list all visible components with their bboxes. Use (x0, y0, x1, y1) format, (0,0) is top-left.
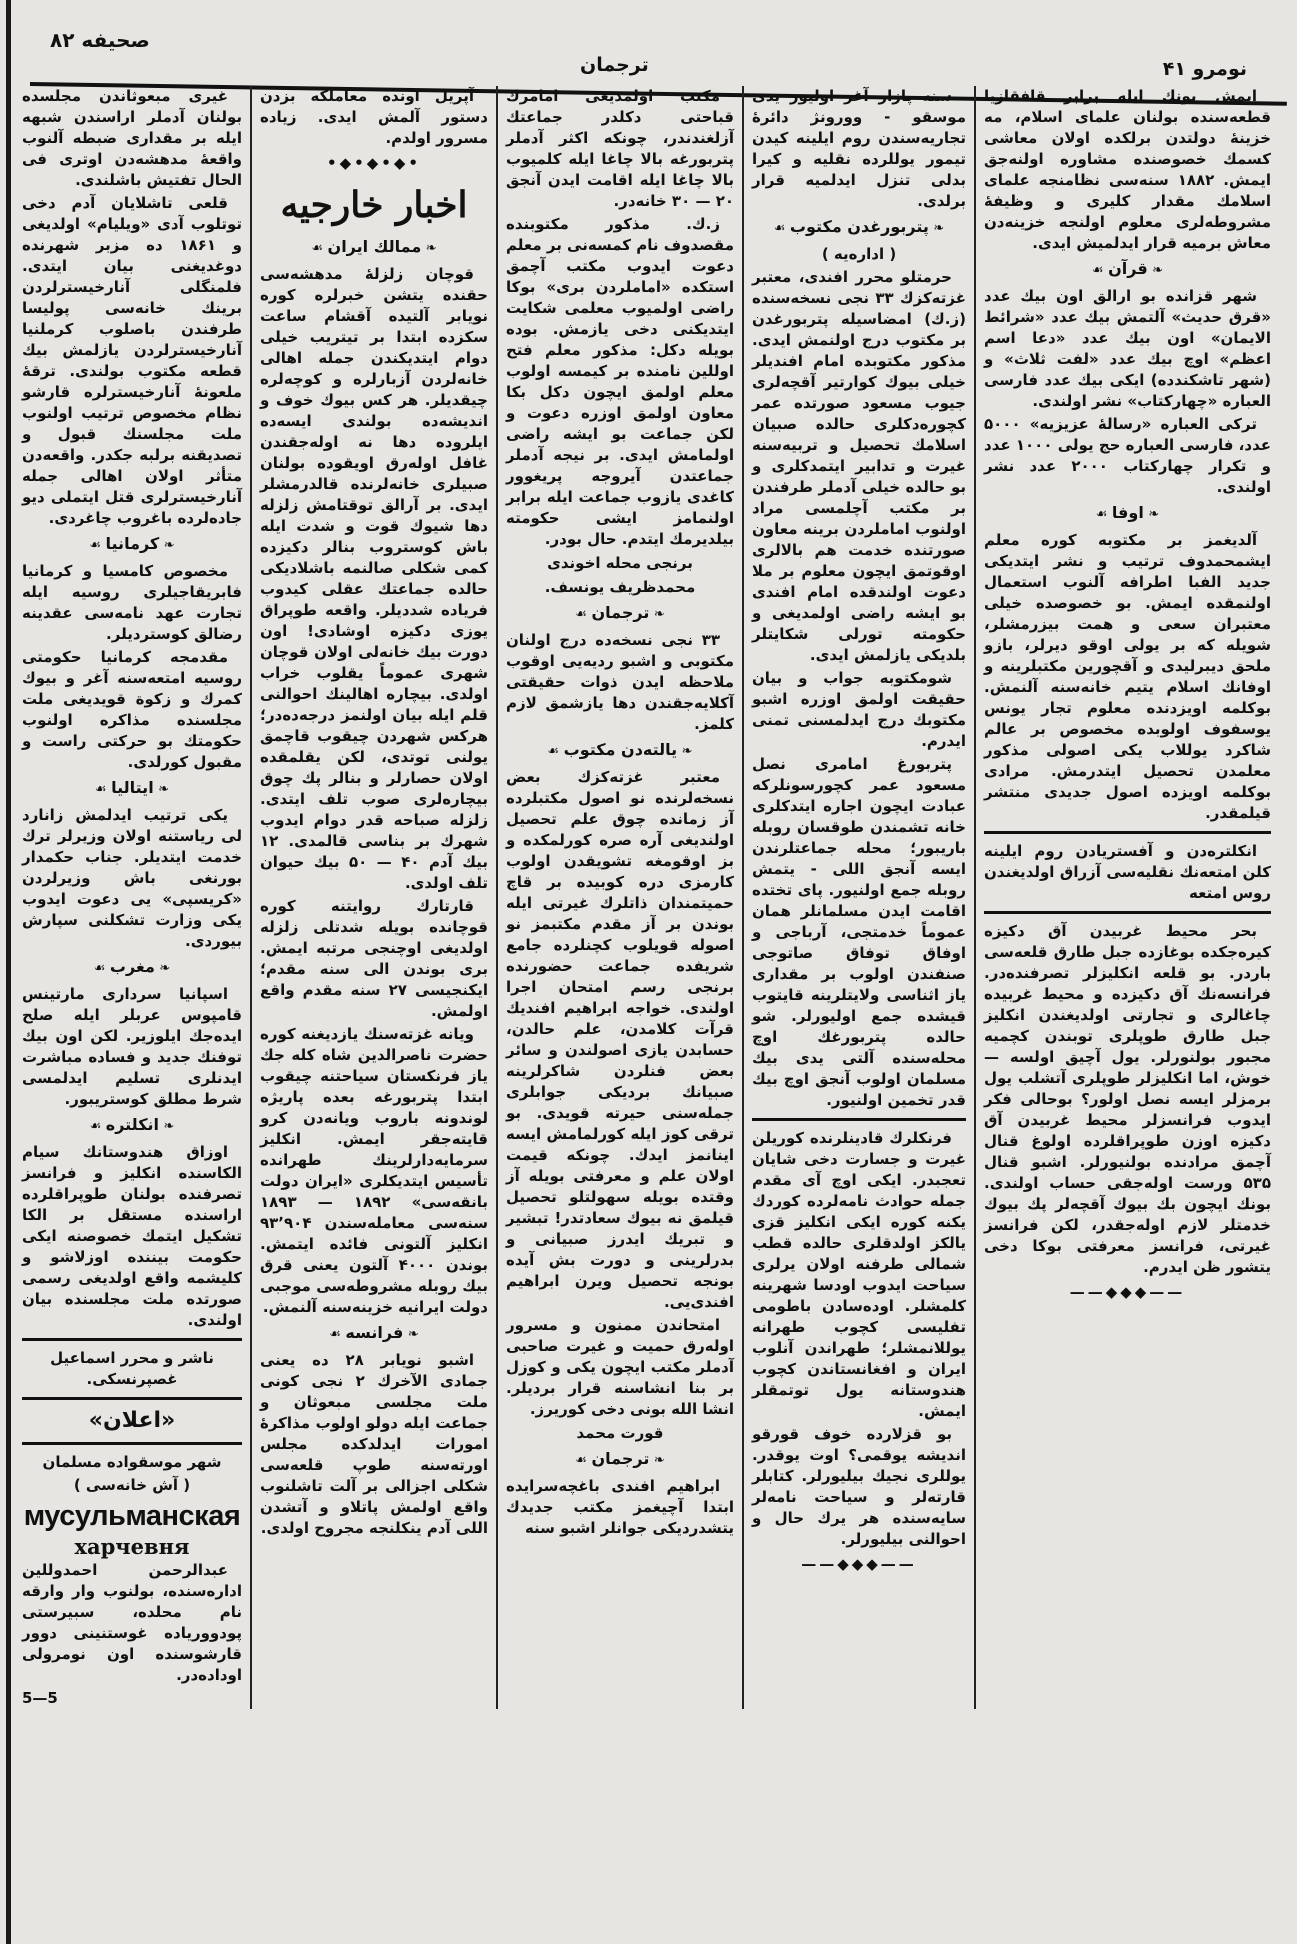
article-columns (14, 86, 1289, 1709)
paragraph: سنه پازار آغر اولیور یدی موسقو - وورونژ دائرهٔ تجاریه‌سندن روم ایلینه کیدن تیمور یوللرده نقلیه و کیرا بدلی تنزل ایدلمیه قرار برلدی. (752, 87, 966, 210)
paragraph: قوچان زلزلهٔ مدهشه‌سی حقنده یتشن خبرلره کوره نویابر آلتیده آقشام ساعت سکزده ابتدا بر تیتریب خیلی دوام ایتدیکندن جمله اهالی خانه‌لردن آزبارلره و کوچه‌لره چیقدیلر. هر کس بیوك خوف و اندیشه‌ده بولندی ایسه‌ده ایلروده دها نه اوله‌جقندن غافل اوله‌رق اویقوده بولنان صبیلری خانه‌لرنده قالدرمشلر ایدی. بر آرالق توقتامش زلزله دها شیوك قوت و شدت ایله باش کوستروب بنالر دکیزده کمی شکلی صالنمه باشلادیکی حالده جماعتك عقلی کیدوب فریاده شددیلر. واقعه طوپراق یوزی دکیزه اوشادی! اون دورت بیك خانه‌لی اولان قوچان شهری عموماً یقلوب خراب اولدی. بیچاره اهالینك احوالنی قلم ایله بیان اولنمز درجه‌ده‌در؛ هرکس شهردن چیقوب قاچمق یولنی توتدی، لکن یقلمقده اولان حصارلر و بنالر پك چوق بیچاره‌لری صوب تلف ایتدی. زلزله صباحه قدر دوام ایدوب شهرك بر بناسی قالمدی. ۱۲ بیك آدم ۴۰ — ۵۰ بیك حیوان تلف اولدی. (260, 265, 489, 892)
page-number: صحیفه ۸۲ (50, 28, 150, 52)
subheading: ( آش خانه‌سی ) (73, 1476, 191, 1494)
newspaper-name: ترجمان (580, 54, 649, 76)
section-heading: ❧ ممالك ایران ☙ (260, 236, 488, 260)
paragraph: مکتب اولمدیغی امامرك قباحتی دکلدر جماعتك آزلغندندر، چونکه اکثر آدملر پتربورغه بالا چاغا ایله کلمیوب بالا چاغا ایله اقامت ایدن آنجق ۲۰ — ۳۰ خانه‌در. (506, 87, 734, 210)
paragraph: امتحاندن ممنون و مسرور اوله‌رق حمیت و غیرت صاحبی آدملر مکتب ایچون یکی و کوزل بر بنا انشاسنه قرار بردیلر. انشا الله بونی دخی کوریرز. (506, 1316, 734, 1418)
subheading: شهر موسقواده مسلمان (42, 1453, 222, 1471)
ornament: ——◆◆◆—— (1069, 1283, 1186, 1301)
ornament: ——◆◆◆—— (801, 1555, 917, 1573)
paragraph: بو قزلارده خوف قورقو اندیشه یوقمی؟ اوت یوقدر. یوللری نجیك بیلیورلر. کتابلر قارته‌لر و سیاحت نامه‌لر سایه‌سنده هر یرك حال و احوالنی بیلیورلر. (752, 1425, 966, 1548)
paragraph: ز.ك. مذکور مکتوبنده مقصدوف نام کمسه‌نی بر معلم دعوت ایدوب مکتب آچمق استکده «اماملردن بری» بوکا راضی اولمیوب معلمی شکایت ایتدیکنی دخی یازمش. بوده بویله دکل: مذکور معلم فتح اوللین نامنده بر کیمسه اولوب معلم اولمق ایچون دکل بکا معاون اولمق اوزره دعوت و لکن جماعت بو ایشه راضی اولمامش ایدی. بر نیجه آدملر جماعتدن آیروجه پریغوور کاغدی یازوب جماعت ایله برابر اولنمامز ایشی حکومته بیلدیرمك ایتدم. حال بودر. (506, 215, 734, 548)
section-heading: ❧ یالته‌دن مکتوب ☙ (506, 739, 734, 763)
subheading: ( اداره‌یه ) (821, 245, 897, 263)
paragraph: مخصوص کامسیا و کرمانیا فابریقاجیلری روسیه ایله تجارت عهد نامه‌سی عقدینه رضالق کوستردیلر. (22, 562, 242, 643)
paragraph: آپریل اونده معاملکه بزدن دستور آلمش ایدی. زیاده مسرور اولدم. (260, 87, 488, 147)
paragraph: پتربورغ امامری نصل مسعود عمر کچورسونلرکه عبادت ایچون اجاره ایتدکلری خانه تشمندن طوقسان روبله باریبور؛ محله جماعتلرندن ایسه آنجق اللی - یتمش روبله جمع اولنیور. پای تختده اقامت ایدن مسلمانلر همان عموماً خدمتجی، آرباجی و اوفاق توفاق صاتوجی صنفندن اولوب بر مقداری یاز اثناسی ولایتلرینه قایتوب قیشده جمع اولیورلر. شو حالده پتربورغك اوچ محله‌سنده آلتی یدی بیك مسلمان اولوب آنجق اوچ بیك قدر تخمین اولنیور. (752, 755, 966, 1109)
paragraph: انکلتره‌دن و آفستریادن روم ایلینه کلن امتعه‌نك نقلیه‌سی آزراق اولدیغندن روس امتعه (984, 842, 1271, 902)
signature: قورت محمد (576, 1424, 664, 1442)
paragraph: عبدالرحمن احمدوللین اداره‌سنده، بولنوب وار وارقه نام محلده، سبیرستی پودووریاده غوستنینی دوور قارشوسنده اون نومرولی اوداده‌در. (22, 1561, 242, 1684)
section-heading: ❧ مغرب ☙ (22, 956, 242, 980)
signature: برنجی محله اخوندی (547, 554, 693, 572)
paragraph: شومکتوبه جواب و بیان حقیقت اولمق اوزره اشبو مکتوبك درج ایدلمسنی تمنی ایدرم. (752, 669, 966, 750)
ad-code: 5—5 (22, 1689, 58, 1707)
divider (984, 831, 1271, 834)
section-heading: ❧ ترجمان ☙ (506, 602, 734, 626)
divider (22, 1397, 242, 1400)
column-3 (496, 86, 742, 1709)
paragraph: ابراهیم افندی باغچه‌سرایده ابتدا آچیغمز مکتب جدیدك یتشدردیکی جوانلر اشبو سنه (506, 1477, 734, 1537)
paragraph: قارتارك روایتنه کوره قوچانده بویله شدتلی زلزله اولدیغی اوچنجی مرتبه ایمش. بری بوندن الی سنه مقدم؛ ایکنجیسی ۲۷ سنه مقدم واقع اولمش. (260, 897, 488, 1020)
section-title: اخبار خارجیه (280, 184, 468, 226)
section-heading: ❧ انکلتره ☙ (22, 1114, 242, 1138)
section-heading: ❧ اوفا ☙ (984, 502, 1271, 526)
signature: محمدظریف یونسف. (544, 578, 696, 596)
section-heading: ❧ ایتالیا ☙ (22, 777, 242, 801)
section-heading: ❧ قرآن ☙ (984, 258, 1271, 282)
paragraph: غیری مبعوثاندن مجلسده بولنان آدملر اراسندن شبهه ایله بر مقداری ضبطه آلنوب واقعهٔ مدهشه‌دن اوتری فی الحال تفتیش باشلندی. (22, 87, 242, 189)
divider (22, 1442, 242, 1445)
section-heading: ❧ ترجمان ☙ (506, 1448, 734, 1472)
paragraph: حرمتلو محرر افندی، معتبر غزته‌کزك ۳۳ نجی نسخه‌سنده (ز.ك) امضاسیله پتربورغدن بر مکتوب درج اولنمش ایدی. مذکور مکتوبده امام افندیلر خیلی بیوك کوارتیر آقچه‌لری جیوب مسعود صورتده عمر کچوره‌دکلری حالده صبیان اسلامك تحصیل و تربیه‌سنه غیرت و تدابیر ایتمدکلری و بو حالده خیلی آدملر طرفندن بر مکتب آچلمسی مراد اولنوب اماملردن برینه معاون صورتنده خدمت هم بالالری اوقوتمق ایچون معلوم بر ملا دعوت اولندقده امام افندی بو ایشه راضی اولمدیغی و حکومته تورلی شکایتلر بلدیکی یازلمش ایدی. (752, 268, 966, 664)
paragraph: معتبر غزته‌کزك بعض نسخه‌لرنده نو اصول مکتبلرده آز زمانده چوق علم تحصیل اولندیغی آره صره کورلمکده و بز اوقومغه تشویقدن اولوب کارمزی دره کوبیده بر قاچ حمیتمندان ذاتلرك غیرتی ایله بوندن بر آز مقدم مکتبمز نو اصوله قویلوب کچنلرده جامع شریفده جماعت حضورنده برنجی رسم امتحان اجرا اولندی. خواجه ابراهیم افندیك قرآت کلامدن، علم حالدن، حسابدن یازی اصولندن و سائر بعض فنلردن شاکرلرینه صبیانك بردیکی جوابلری جمله‌سنی حیرته قویدی. بو ترقی کوز ایله کورلمامش ایسه اینانمز ایدك. چونکه قیمت اولان علم و معرفتی بویله آز وقتده بویله سهولتلو تحصیل قیلمق نه بیوك سعادتدر! تبشیر و تبریك ایدرز صبیانی و بدرلرینی و دورت بش آیده بونجه تحصیل ویرن ابراهیم افندی‌یی. (506, 768, 734, 1311)
section-heading: ❧ کرمانیا ☙ (22, 533, 242, 557)
ad-heading: «اعلان» (88, 1408, 176, 1433)
paragraph: ایمش بونك ایله برابر قافقازیا قطعه‌سنده بولنان علمای اسلام، مه خزینهٔ دولتدن برلکده اولان معاشی کسمك خصوصنده مشاوره اولنه‌جق ایمش. ۱۸۸۲ سنه‌سی نظامنجه علمای اسلامك مقدار کلیری و وظیفهٔ مشروطه‌لری معلوم اولنجه خزینه‌دن معاش برمیه قرار ایدلمیش ایدی. (984, 87, 1271, 252)
paragraph: آلدیغمز بر مکتوبه کوره معلم ایشمحمدوف ترتیب و نشر ایتدیکی جدید الفبا اطرافه آلنوب استعمال اولنمقده ایمش. بو خصوصده خیلی معتبران سعی و همت بیزرمشلر، شویله که بر یولی اوقو دیرلر، بازو ملحق دیبرلیدی و آقچورین مکتبلرینه و اوفانك اسلام یتیم خانه‌سنه آلنمش. بوکلمه اویزدنده معلوم تجار یونس یوسفوف اولوبده مخصوص بر عالم شاکرد یوللاب یکی اصولی مذکور معلمدن تحصیل ایتدرمش. مرادی بوکلمه اویزده اصول جدیدی منتشر قیلمقدر. (984, 531, 1271, 822)
paragraph: ویانه غزته‌سنك یازدیغنه کوره حضرت ناصرالدین شاه کله جك یاز فرنکستان سیاحتنه چیقوب ابتدا پتربورغه بعده پاریژه لوندونه باروب ویانه‌دن کرو قایته‌جقر ایمش. انکلیز سرمایه‌دارلرینك طهرانده تأسیس ایتدیکلری «ایران دولت بانقه‌سی» ۱۸۹۲ — ۱۸۹۳ سنه‌سی معامله‌سندن ۹۳٬۹۰۴ انکلیز آلتونی فائده ایتمش. بوندن ۴۰۰۰ آلتون یعنی قرق بیك روبله مشروطه‌سی موجبی دولت ایرانیه خزینه‌سنه آلنمش. (260, 1025, 489, 1316)
column-1 (14, 86, 250, 1709)
section-heading: ❧ پتربورغدن مکتوب ☙ (752, 216, 966, 240)
paragraph: یکی ترتیب ایدلمش زانارد لی ریاستنه اولان وزیرلر ترك خدمت ایتدیلر. جناب حکمدار بورنغی باش وزیرلردن «کریسپی» یی دعوت ایدوب یکی وزارت تشکلنی سپارش بیوردی. (22, 806, 242, 950)
paragraph: فرنکلرك قادینلرنده کوریلن غیرت و جسارت دخی شایان تعجبدر. ایکی اوچ آی مقدم جمله حوادث نامه‌لرده کوردك یکنه کوره ایکی انکلیز قزی یالکز اولدقلری حالده قطب شمالی طرفنه اولان یرلری سیاحت ایدوب اودسا شهرینه کلمشلر. اوده‌سادن باطومی تفلیسی کچوب طهرانه یوللانمشلر؛ طهراندن آنلوب ایران و افغانستاندن کچوب هندوستانه یول توتمقلر ایمش. (752, 1129, 966, 1420)
column-4 (742, 86, 974, 1709)
issue-number: نومرو ۴۱ (1162, 58, 1247, 80)
paragraph: اوزاق هندوستانك سیام الکاسنده انکلیز و فرانسز تصرفنده بولنان طوپراقلرده اراسنده مستقل بر الکا تشکیل ایتمك خصوصنه ایکی حکومت بیننده اوزلاشو و کلیشمه واقع اولدیغی رسمی صورتده ملت مجلسنده بیان اولندی. (22, 1143, 242, 1329)
paragraph: قلعی تاشلایان آدم دخی توتلوب آدی «ویلیام» اولدیغی و ۱۸۶۱ ده مزبر شهرنده دوغدیغنی بیان ایتدی. فلمنگلی آنارخیسترلردن برینك خانه‌سی پولیسا طرفندن باصلوب کرملنیا آنارخیسترلردن یازلمش بیك قطعه مکتوب بولندی. ترقهٔ ملعونهٔ آنارخیسترلره قارشو نظام مخصوص ترتیب اولنوب ملت مجلسنك قبول و تصدیقنه برلبه جکدر. واقعه‌دن متأثر اولان اهالی جمله آنارخیسترلری قتل ایتملی دیو جاده‌لرده باغروب چاغردی. (22, 194, 243, 527)
signature: ناشر و محرر اسماعیل غصپرنسکی. (50, 1349, 214, 1388)
divider (752, 1118, 966, 1121)
ornament: •◆•◆•◆• (327, 154, 421, 172)
paragraph: ۳۳ نجی نسخه‌ده درج اولنان مکتوبی و اشبو ردیه‌یی اوقوب ملاحظه ایدن ذوات حقیقتی آکلایه‌جقندن دها یازشمق لازم کلمز. (506, 631, 734, 733)
paragraph: ترکی العباره «رسالهٔ عزیزیه» ۵۰۰۰ عدد، فارسی العباره حج یولی ۱۰۰۰ عدد و تکرار چهارکتاب ۲۰۰۰ عدد نشر اولندی. (984, 415, 1271, 496)
divider (22, 1338, 242, 1341)
ad-russian-subtitle: харчевня (74, 1534, 190, 1559)
paragraph: اسپانیا سرداری مارتینس قامپوس عربلر ایله صلح ایده‌جك ایلوزیر. لکن اون بیك توفنك جدید و فساده مباشرت ایدنلری تسلیم ایدلمسی شرط مطلق کوستریبور. (22, 985, 242, 1108)
section-heading: ❧ فرانسه ☙ (260, 1322, 488, 1346)
masthead (20, 20, 1287, 80)
page-border (6, 0, 11, 1944)
paragraph: شهر قزانده بو ارالق اون بیك عدد «قرق حدیث» آلتمش بیك عدد «شرائط الایمان» اون بیك عدد «دعا اسم اعظم» اوچ بیك عدد «لفت ثلاث» و (شهر تاشکندده) ایکی بیك عدد فارسی العباره «چهارکتاب» نشر اولندی. (984, 287, 1271, 410)
paragraph: مقدمجه کرمانیا حکومتی روسیه امتعه‌سنه آغر و بیوك کمرك و زکوة قویدیغی ملت مجلسنده مذاکره اولنوب حکومتك بو حرکتی راست و مقبول کورلدی. (22, 648, 242, 771)
divider (984, 911, 1271, 914)
paragraph: بحر محیط غربیدن آق دکیزه کیره‌جکده بوغازده جبل طارق قلعه‌سی باردر. بو قلعه انکلیزلر تصرفنده‌در. فرانسه‌نك آق دکیزده و محیط غربیده چاغالری و تجارتی اولدیغندن انکلیز جبل طارق طوپلری توبندن کچمیه مجبور بولنورلر. یول آچیق اولسه — خوش، اما انکلیزلر طوپلری آتشلب یول برمزلر ایسه نصل اولور؟ بوحالی فکر ایدوب فرانسزلر محیط غربیدن آق دکیزه اوزن طوپراقلرده اولوغ قنال آچمق مرادنده بولنیورلر. اشبو قنال ۵۳۵ ورست اوله‌جقی حساب اولندی. بونك ایچون بك بیوك آقچه‌لر پك بیوك خدمتلر لازم اوله‌جقدر، لکن فرانسز غیرتی، فرانسز معرفتی بوکا دخی یتشور ظن ایدرم. (984, 922, 1271, 1276)
column-5 (974, 86, 1279, 1709)
column-2 (250, 86, 496, 1709)
ad-russian-title: мусульманская (23, 1500, 241, 1532)
paragraph: اشبو نویابر ۲۸ ده یعنی جمادی الآخرك ۲ نجی کونی ملت مجلسی مبعوثان و جماعت ایله دولو اولوب مذاکرهٔ امورات ایدلدکده مجلس اورته‌سنه طوپ قلعه‌سی شکلی اجزالی بر آلت تاشلنوب واقع اولمش پاتلاو و آتشدن اللی آدم ینکلنجه مجروح اولدی. (260, 1351, 488, 1537)
